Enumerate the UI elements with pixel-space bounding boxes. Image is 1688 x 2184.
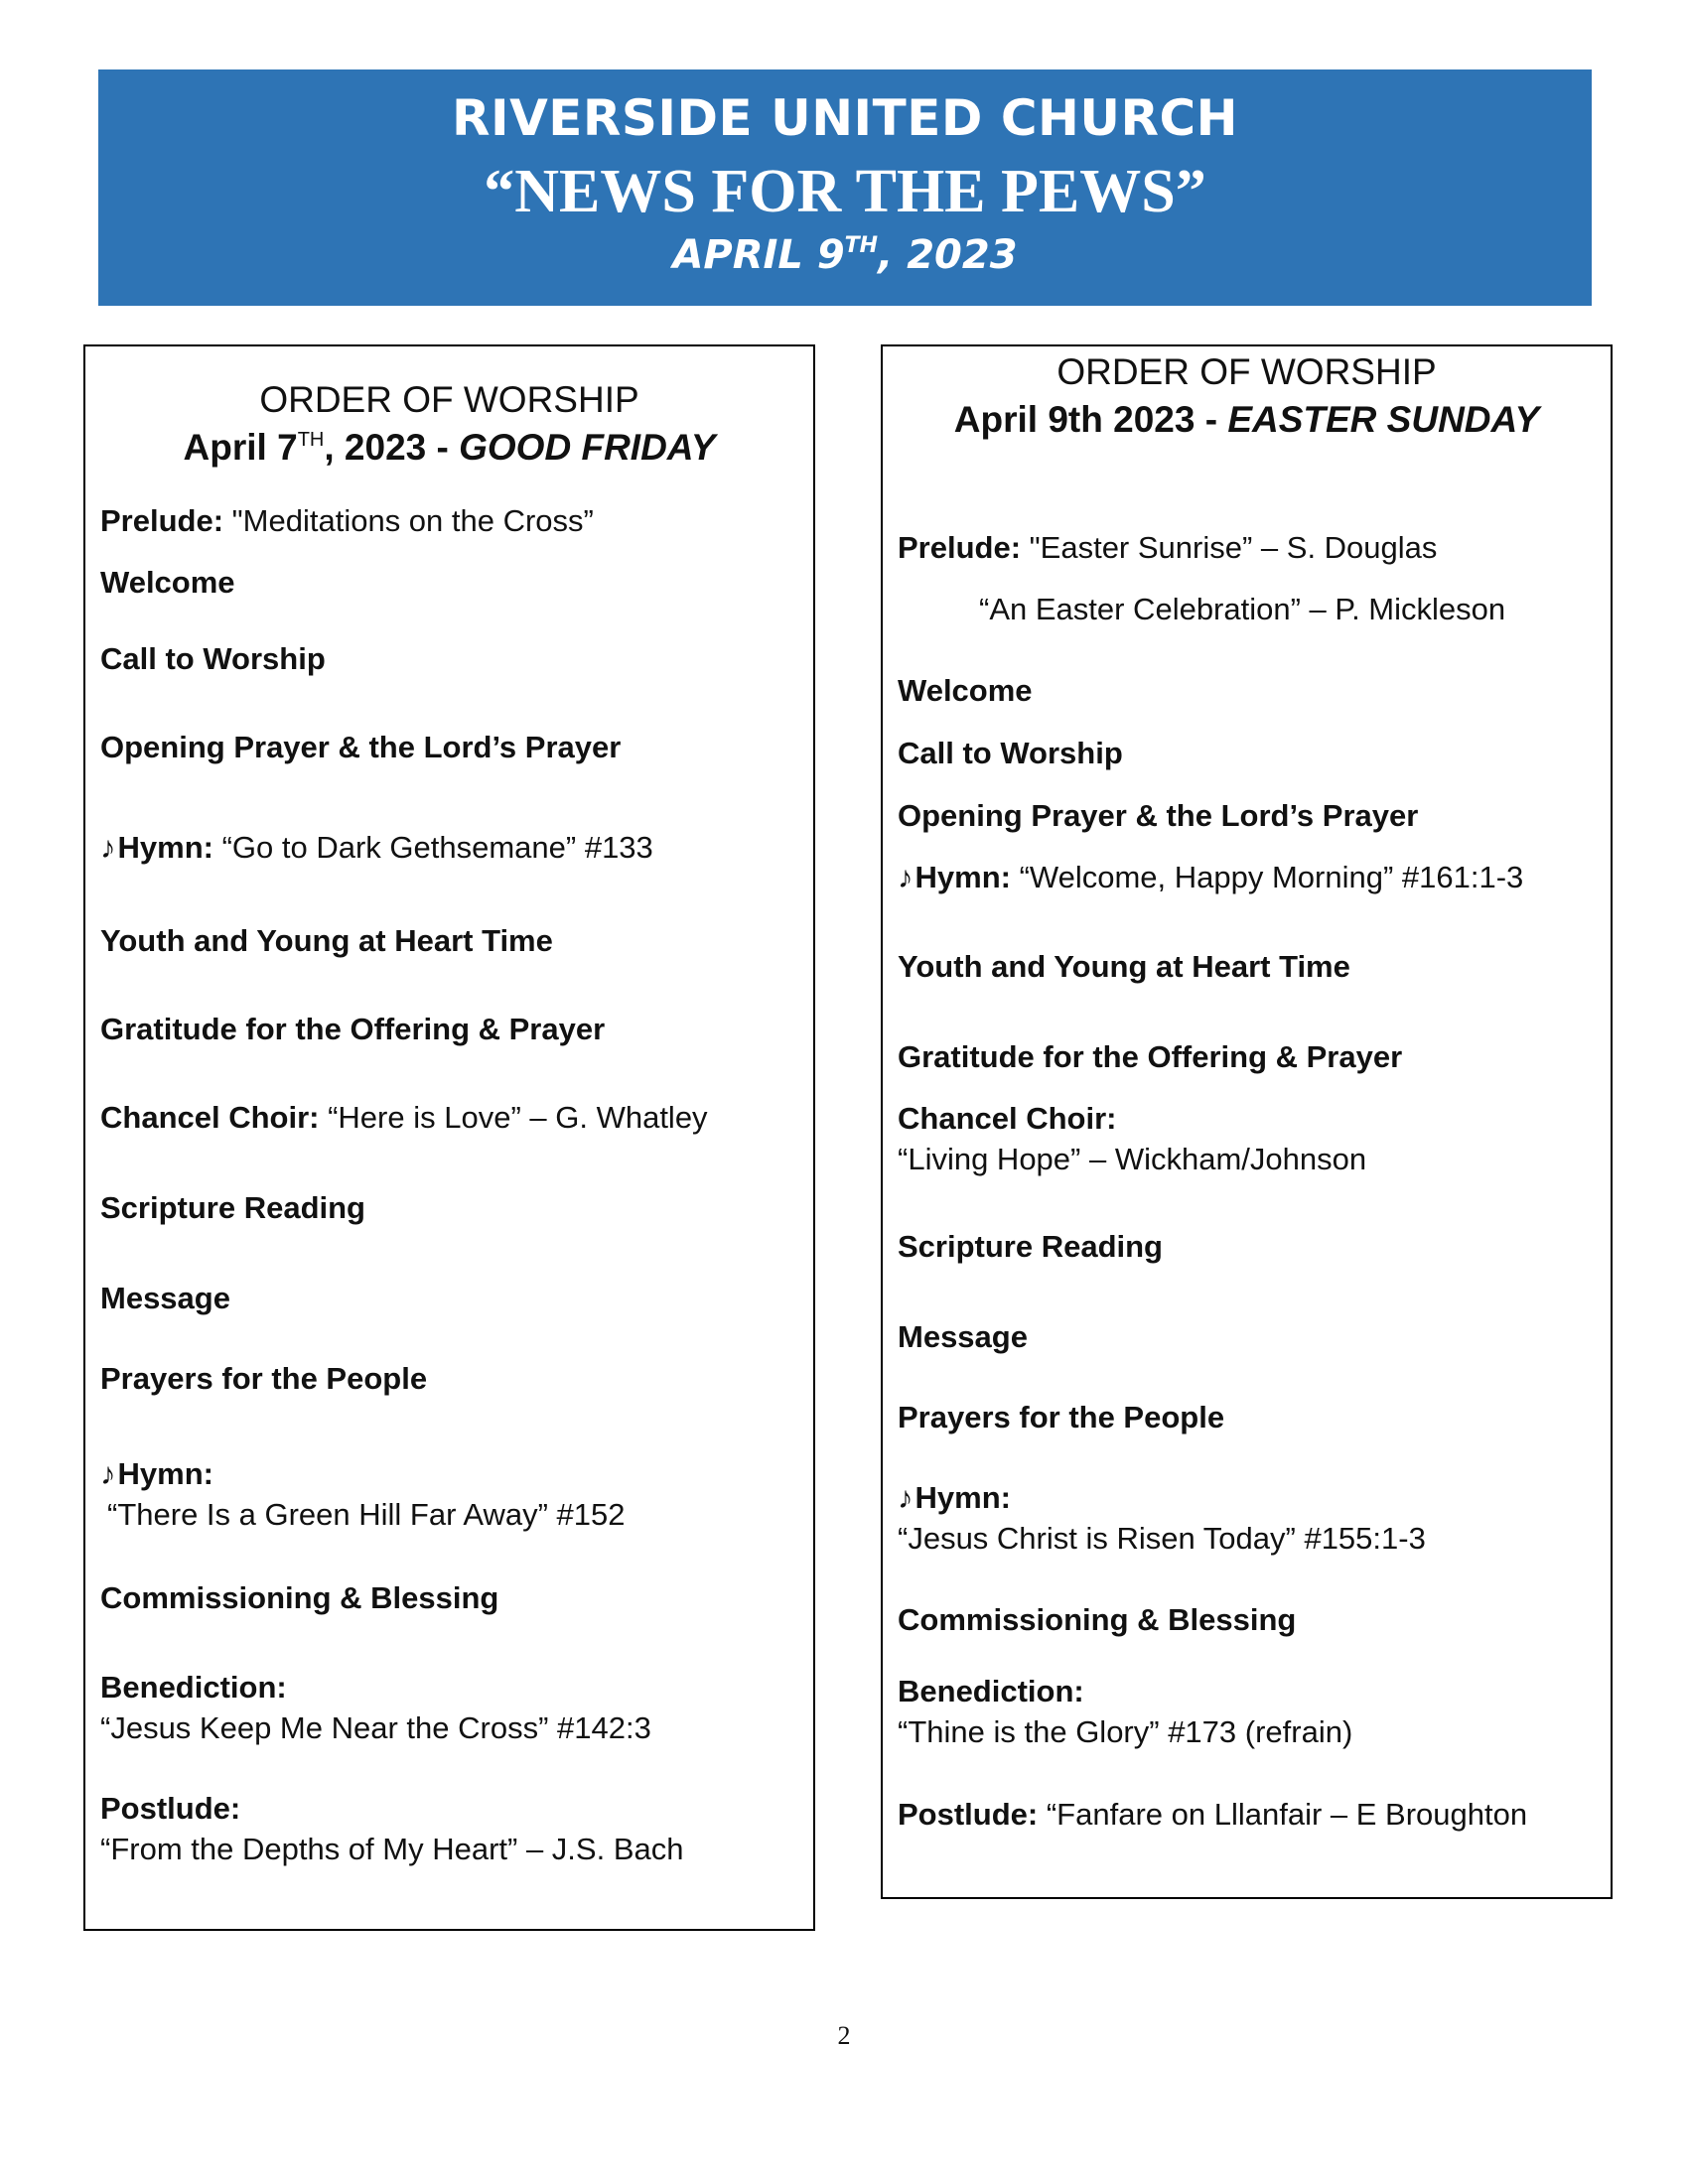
easter-sunday-date: April 9th 2023 - EASTER SUNDAY	[953, 399, 1540, 440]
order-of-worship-title: ORDER OF WORSHIP	[1056, 351, 1437, 392]
prelude-item: Prelude: "Meditations on the Cross”	[100, 503, 594, 538]
opening-prayer-item: Opening Prayer & the Lord’s Prayer	[100, 730, 622, 764]
easter-sunday-order-box	[881, 344, 1613, 1899]
hymn-text: “There Is a Green Hill Far Away” #152	[107, 1497, 626, 1532]
hymn-text: “Jesus Christ is Risen Today” #155:1-3	[898, 1521, 1426, 1556]
youth-time-item: Youth and Young at Heart Time	[898, 949, 1350, 984]
benediction-label: Benediction:	[100, 1670, 287, 1705]
page-number: 2	[837, 2021, 851, 2050]
prayers-item: Prayers for the People	[898, 1400, 1225, 1434]
good-friday-order-box	[83, 344, 815, 1931]
prelude-second-piece: “An Easter Celebration” – P. Mickleson	[979, 592, 1506, 626]
message-item: Message	[898, 1319, 1028, 1354]
benediction-text: “Jesus Keep Me Near the Cross” #142:3	[100, 1710, 651, 1745]
hymn-item: ♪Hymn:	[898, 1480, 1011, 1515]
chancel-choir-item: Chancel Choir: “Here is Love” – G. Whatley	[100, 1100, 708, 1135]
good-friday-date: April 7TH, 2023 - GOOD FRIDAY	[183, 427, 716, 468]
music-note-icon: ♪	[100, 1456, 116, 1491]
easter-sunday-heading	[883, 348, 1611, 444]
hymn-item: ♪Hymn: “Go to Dark Gethsemane” #133	[100, 830, 653, 865]
commissioning-item: Commissioning & Blessing	[100, 1580, 499, 1615]
order-of-worship-title: ORDER OF WORSHIP	[259, 379, 639, 420]
prayers-item: Prayers for the People	[100, 1361, 428, 1396]
commissioning-item: Commissioning & Blessing	[898, 1602, 1297, 1637]
scripture-item: Scripture Reading	[898, 1229, 1163, 1264]
hymn-item: ♪Hymn: “Welcome, Happy Morning” #161:1-3	[898, 860, 1524, 894]
call-to-worship-item: Call to Worship	[100, 641, 326, 676]
postlude-label: Postlude:	[100, 1791, 241, 1826]
postlude-text: “From the Depths of My Heart” – J.S. Bach	[100, 1832, 684, 1866]
scripture-item: Scripture Reading	[100, 1190, 365, 1225]
good-friday-heading	[85, 376, 813, 472]
welcome-item: Welcome	[100, 565, 235, 600]
music-note-icon: ♪	[100, 830, 116, 865]
opening-prayer-item: Opening Prayer & the Lord’s Prayer	[898, 798, 1419, 833]
gratitude-item: Gratitude for the Offering & Prayer	[100, 1012, 606, 1046]
music-note-icon: ♪	[898, 1480, 914, 1515]
benediction-label: Benediction:	[898, 1674, 1084, 1708]
header-banner	[98, 69, 1592, 306]
chancel-choir-label: Chancel Choir:	[898, 1101, 1117, 1136]
message-item: Message	[100, 1281, 230, 1315]
newsletter-date: APRIL 9TH, 2023	[672, 232, 1018, 278]
postlude-item: Postlude: “Fanfare on Lllanfair – E Broughton	[898, 1797, 1528, 1832]
newsletter-title: “NEWS FOR THE PEWS”	[484, 158, 1206, 225]
benediction-text: “Thine is the Glory” #173 (refrain)	[898, 1714, 1353, 1749]
welcome-item: Welcome	[898, 673, 1033, 708]
youth-time-item: Youth and Young at Heart Time	[100, 923, 553, 958]
chancel-choir-text: “Living Hope” – Wickham/Johnson	[898, 1142, 1367, 1176]
church-name: RIVERSIDE UNITED CHURCH	[451, 89, 1239, 147]
hymn-item: ♪Hymn:	[100, 1456, 213, 1491]
gratitude-item: Gratitude for the Offering & Prayer	[898, 1039, 1403, 1074]
call-to-worship-item: Call to Worship	[898, 736, 1123, 770]
music-note-icon: ♪	[898, 860, 914, 894]
prelude-item: Prelude: "Easter Sunrise” – S. Douglas	[898, 530, 1438, 565]
